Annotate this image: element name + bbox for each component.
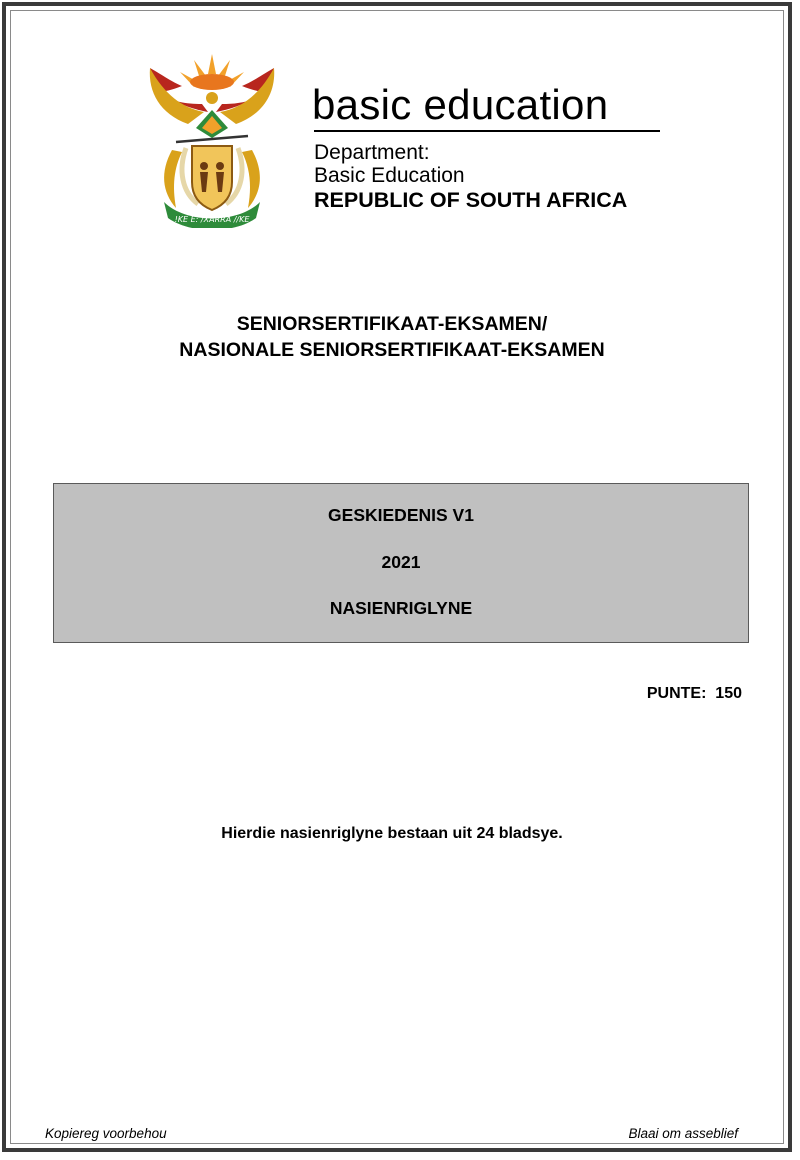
subject-title: GESKIEDENIS V1	[328, 505, 474, 525]
coat-of-arms-logo	[142, 52, 282, 228]
exam-year: 2021	[381, 552, 421, 572]
brand-title: basic education	[312, 81, 609, 128]
footer-turn-page: Blaai om asseblief	[628, 1126, 738, 1141]
brand-divider	[314, 130, 660, 132]
document-type: NASIENRIGLYNE	[329, 598, 473, 618]
shield	[192, 146, 232, 210]
country-name: REPUBLIC OF SOUTH AFRICA	[314, 188, 628, 212]
wheat-left	[164, 150, 182, 208]
footer-copyright: Kopiereg voorbehou	[45, 1126, 167, 1141]
wheat-right	[242, 150, 260, 208]
department-label: Department:	[314, 141, 430, 164]
department-name: Basic Education	[314, 164, 465, 187]
exam-title-line2: NASIONALE SENIORSERTIFIKAAT-EKSAMEN	[179, 339, 605, 361]
exam-title-line1: SENIORSERTIFIKAAT-EKSAMEN/	[236, 313, 548, 335]
page-count-note: Hierdie nasienriglyne bestaan uit 24 bladsye.	[221, 825, 563, 842]
crest-motto-text: !KE E: /XARRA //KE	[174, 215, 250, 224]
paper-info-box	[53, 483, 749, 643]
total-marks: PUNTE: 150	[646, 685, 742, 702]
